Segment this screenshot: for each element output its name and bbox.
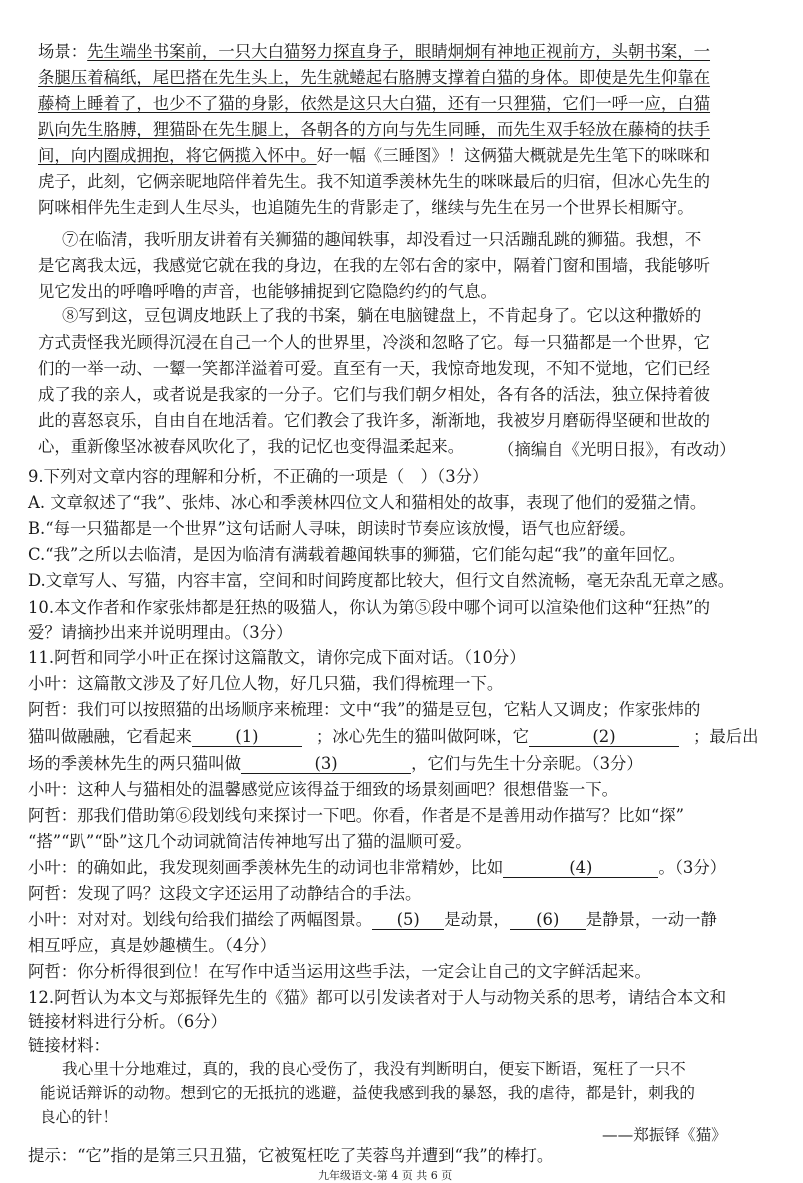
text-segment: 好一幅《三睡图》！这俩猫大概就是先生笔下的咪咪和 [316, 146, 711, 165]
dialogue-line: 相互呼应，真是妙趣横生。（4分） [28, 936, 277, 955]
text-line: 成了我的亲人，或者说是我家的一分子。它们与我们朝夕相处，各有各的活法，独立保持着彼 [38, 385, 711, 404]
text-line: 方式责怪我光顾得沉浸在自己一个人的世界里，冷淡和忽略了它。每一只猫都是一个世界，它 [38, 333, 711, 352]
dialogue-line: 阿哲：那我们借助第⑥段划线句来探讨一下吧。你看，作者是不是善用动作描写？比如“探” [28, 806, 684, 825]
page-footer: 九年级语文-第 4 页 共 6 页 [318, 1169, 453, 1182]
option-c: C.“我”之所以去临清，是因为临清有满载着趣闻轶事的狮猫，它们能勾起“我”的童年回忆。 [28, 545, 686, 564]
dialogue-line: “搭”“趴”“卧”这几个动词就简洁传神地写出了猫的温顺可爱。 [28, 832, 472, 851]
option-d: D.文章写人、写猫，内容丰富，空间和时间跨度都比较大，但行文自然流畅，毫无杂乱无章之感。 [28, 571, 735, 590]
link-material-label: 链接材料： [28, 1036, 110, 1055]
dialogue-line [28, 860, 726, 878]
text-segment: 猫叫做融融，它看起来 [28, 727, 192, 746]
answer-blank-2[interactable]: (2) [529, 729, 679, 747]
question-12-cont: 链接材料进行分析。（6分） [28, 1012, 227, 1031]
dialogue-line: 小叶：这篇散文涉及了好几位人物，好几只猫，我们得梳理一下。 [28, 674, 504, 693]
material-source: ——郑振铎《猫》 [602, 1126, 727, 1144]
dialogue-line: 阿哲：发现了吗？这段文字还运用了动静结合的手法。 [28, 884, 422, 903]
text-segment: 场的季羡林先生的两只猫叫做 [28, 754, 242, 773]
text-line: 此的喜怒哀乐，自由自在地活着。它们教会了我许多，渐渐地，我被岁月磨砺得坚硬和世故的 [38, 411, 711, 430]
answer-blank-5[interactable]: (5) [372, 912, 444, 930]
dialogue-line: 阿哲：我们可以按照猫的出场顺序来梳理：文中“我”的猫是豆包，它粘人又调皮；作家张炜的 [28, 700, 701, 719]
underlined-sentence: 先生端坐书案前，一只大白猫努力探直身子，眼睛炯炯有神地正视前方，头朝书案，一 [87, 42, 711, 61]
text-line: ⑧写到这，豆包调皮地跃上了我的书案，躺在电脑键盘上，不肯起身了。它以这种撒娇的 [62, 306, 702, 325]
option-a: A. 文章叙述了“我”、张炜、冰心和季羡林四位文人和猫相处的故事，表现了他们的爱猫之情。 [28, 493, 707, 512]
question-10: 10.本文作者和作家张炜都是狂热的吸猫人，你认为第⑤段中哪个词可以渲染他们这种“狂热”的 [28, 598, 711, 617]
text-line [38, 148, 710, 164]
text-segment: 场景： [38, 42, 88, 61]
answer-blank-3[interactable]: (3) [241, 756, 411, 774]
source-citation: （摘编自《光明日报》，有改动） [498, 440, 736, 459]
dialogue-line [28, 912, 717, 930]
text-segment: 小叶：的确如此，我发现刻画季羡林先生的动词也非常精妙，比如 [28, 858, 504, 877]
dialogue-line: 小叶：这种人与猫相处的温馨感觉应该得益于细致的场景刻画吧？很想借鉴一下。 [28, 780, 619, 799]
hint-line: 提示：“它”指的是第三只丑猫，它被冤枉吃了芙蓉鸟并遭到“我”的棒打。 [28, 1146, 554, 1165]
answer-blank-4[interactable]: (4) [503, 860, 658, 878]
text-line: 阿咪相伴先生走到人生尽头，也追随先生的背影走了，继续与先生在另一个世界长相厮守。 [38, 198, 694, 217]
text-line: ⑦在临清，我听朋友讲着有关狮猫的趣闻轶事，却没看过一只活蹦乱跳的狮猫。我想，不 [62, 230, 702, 249]
material-line: 能说话辩诉的动物。想到它的无抵抗的逃避，益使我感到我的暴怒，我的虐待，都是针，刺我的 [40, 1084, 695, 1102]
underlined-sentence: 藤椅上睡着了，也少不了猫的身影，依然是这只大白猫，还有一只狸猫，它们一呼一应，白猫 [38, 94, 711, 113]
underlined-sentence: 条腿压着稿纸，尾巴搭在先生头上，先生就蜷起右胳膊支撑着白猫的身体。即使是先生仰靠在 [38, 68, 711, 87]
text-segment: ；最后出 [692, 727, 759, 746]
answer-blank-6[interactable]: (6) [510, 912, 586, 930]
text-line [38, 44, 710, 60]
text-segment: 。（3分） [658, 858, 727, 877]
text-line: 是它离我太远，我感觉它就在我的身边，在我的左邻右舍的家中，隔着门窗和围墙，我能够听 [38, 256, 711, 275]
text-segment: ，它们与先生十分亲昵。（3分） [411, 754, 643, 773]
question-11: 11.阿哲和同学小叶正在探讨这篇散文，请你完成下面对话。（10分） [28, 648, 526, 667]
dialogue-line: 阿哲：你分析得很到位！在写作中适当运用这些手法，一定会让自己的文字鲜活起来。 [28, 962, 651, 981]
text-line: 们的一举一动、一颦一笑都洋溢着可爱。直至有一天，我惊奇地发现，不知不觉地，它们已经 [38, 359, 711, 378]
text-segment: 是动景， [444, 910, 510, 929]
text-segment: 小叶：对对对。划线句给我们描绘了两幅图景。 [28, 910, 373, 929]
dialogue-line [28, 729, 759, 747]
text-line: 虎子，此刻，它俩亲昵地陪伴着先生。我不知道季羡林先生的咪咪最后的归宿，但冰心先生的 [38, 172, 711, 191]
answer-blank-1[interactable]: (1) [192, 729, 302, 747]
material-line: 我心里十分地难过，真的，我的良心受伤了，我没有判断明白，便妄下断语，冤枉了一只不 [62, 1060, 686, 1078]
text-line: 心，重新像坚冰被春风吹化了，我的记忆也变得温柔起来。 [38, 437, 465, 456]
text-segment: 是静景，一动一静 [585, 910, 717, 929]
underlined-sentence: 趴向先生胳膊，狸猫卧在先生腿上，各朝各的方向与先生同睡，而先生双手轻放在藤椅的扶手 [38, 120, 711, 139]
question-10-cont: 爱？请摘抄出来并说明理由。（3分） [28, 623, 293, 642]
text-line: 见它发出的呼噜呼噜的声音，也能够捕捉到它隐隐约约的气息。 [38, 282, 497, 301]
text-segment: ；冰心先生的猫叫做阿咪，它 [315, 727, 529, 746]
underlined-sentence: 间，向内圈成拥抱，将它俩揽入怀中。 [38, 146, 317, 165]
option-b: B.“每一只猫都是一个世界”这句话耐人寻味，朗读时节奏应该放慢，语气也应舒缓。 [28, 519, 636, 538]
dialogue-line [28, 756, 643, 774]
material-line: 良心的针！ [40, 1108, 118, 1126]
question-12: 12.阿哲认为本文与郑振铎先生的《猫》都可以引发读者对于人与动物关系的思考，请结合本文和 [28, 988, 727, 1007]
question-9: 9.下列对文章内容的理解和分析，不正确的一项是（ ）（3分） [28, 467, 489, 486]
